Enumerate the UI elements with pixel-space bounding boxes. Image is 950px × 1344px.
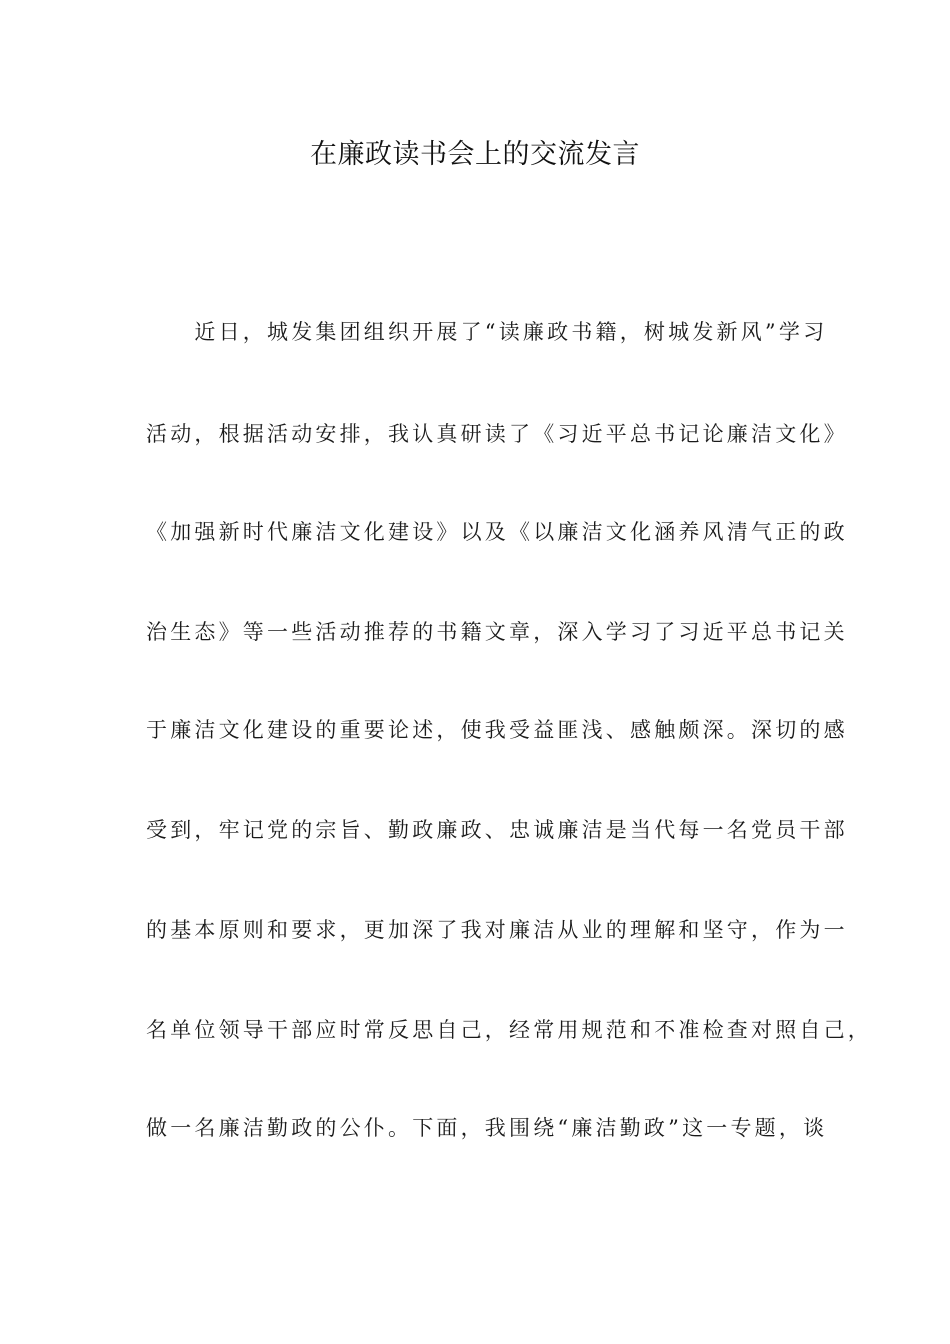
paragraph-line: 做一名廉洁勤政的公仆。下面，我围绕“廉洁勤政”这一专题，谈 — [146, 1116, 828, 1140]
paragraph-line: 受到，牢记党的宗旨、勤政廉政、忠诚廉洁是当代每一名党员干部 — [146, 818, 848, 842]
paragraph-line: 于廉洁文化建设的重要论述，使我受益匪浅、感触颇深。深切的感 — [146, 718, 848, 742]
paragraph-line: 治生态》等一些活动推荐的书籍文章，深入学习了习近平总书记关 — [146, 620, 848, 644]
paragraph-line: 名单位领导干部应时常反思自己，经常用规范和不准检查对照自己， — [146, 1018, 872, 1042]
paragraph-line: 的基本原则和要求，更加深了我对廉洁从业的理解和坚守，作为一 — [146, 918, 848, 942]
paragraph-line: 《加强新时代廉洁文化建设》以及《以廉洁文化涵养风清气正的政 — [146, 520, 848, 544]
paragraph-line: 近日，城发集团组织开展了“读廉政书籍，树城发新风”学习 — [146, 320, 828, 344]
document-title: 在廉政读书会上的交流发言 — [310, 139, 640, 170]
paragraph-line: 活动，根据活动安排，我认真研读了《习近平总书记论廉洁文化》 — [146, 422, 848, 446]
